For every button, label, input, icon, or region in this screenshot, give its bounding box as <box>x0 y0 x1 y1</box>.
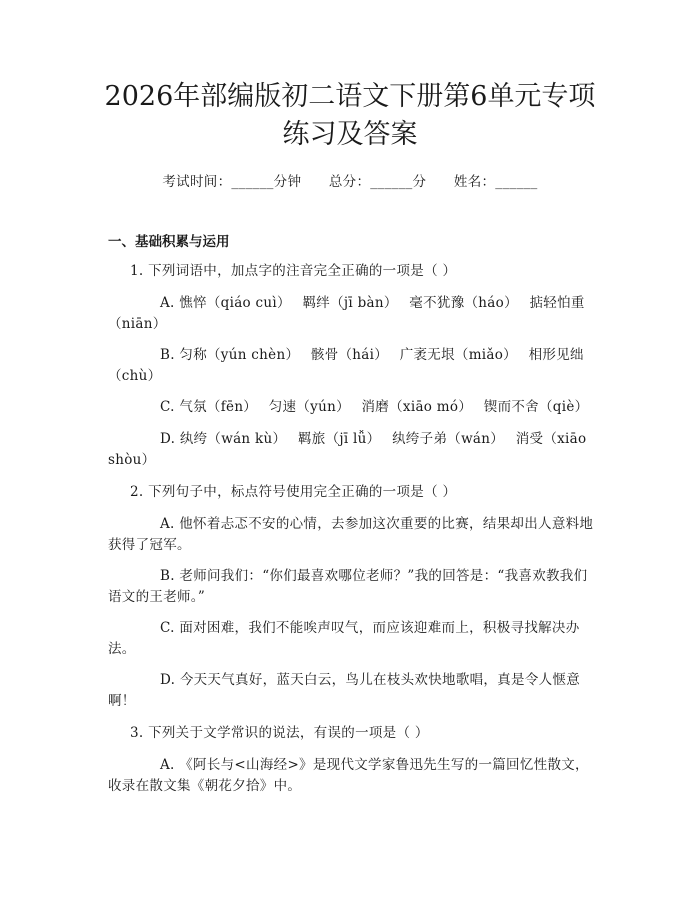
question-1-stem: 1. 下列词语中，加点字的注音完全正确的一项是（ ） <box>130 263 457 279</box>
question-1-option-a: A. 憔悴（qiáo cuì） 羁绊（jī bàn） 毫不犹豫（háo） 掂轻怕重（niān） <box>108 295 585 332</box>
exam-time-label: 考试时间：______分钟 <box>162 174 302 190</box>
question-3-stem: 3. 下列关于文学常识的说法，有误的一项是（ ） <box>130 725 429 741</box>
total-score-label: 总分：______分 <box>328 174 427 190</box>
question-1-option-b: B. 匀称（yún chèn） 骸骨（hái） 广袤无垠（miǎo） 相形见绌（chù） <box>108 347 584 384</box>
section-heading: 一、基础积累与运用 <box>108 234 230 250</box>
student-name-label: 姓名：______ <box>453 174 538 190</box>
question-1-option-d: D. 纨绔（wán kù） 羁旅（jī lǚ） 纨绔子弟（wán） 消受（xiāo shòu） <box>108 431 587 468</box>
question-1-option-c: C. 气氛（fēn） 匀速（yún） 消磨（xiāo mó） 锲而不舍（qiè） <box>160 399 589 415</box>
question-2-option-c: C. 面对困难，我们不能唉声叹气，而应该迎难而上，积极寻找解决办法。 <box>108 620 580 657</box>
page-title: 2026年部编版初二语文下册第6单元专项练习及答案 <box>104 81 596 150</box>
exam-meta <box>0 170 700 190</box>
question-2-option-a: A. 他怀着忐忑不安的心情，去参加这次重要的比赛，结果却出人意料地获得了冠军。 <box>108 516 594 553</box>
question-2-stem: 2. 下列句子中，标点符号使用完全正确的一项是（ ） <box>130 484 457 500</box>
question-2-option-d: D. 今天天气真好，蓝天白云，鸟儿在枝头欢快地歌唱，真是令人惬意啊！ <box>108 672 581 709</box>
question-3-option-a: A. 《阿长与<山海经>》是现代文学家鲁迅先生写的一篇回忆性散文，收录在散文集《朝花夕拾》中。 <box>108 757 589 794</box>
question-2-option-b: B. 老师问我们：“你们最喜欢哪位老师？”我的回答是：“我喜欢教我们语文的王老师。” <box>108 568 588 605</box>
